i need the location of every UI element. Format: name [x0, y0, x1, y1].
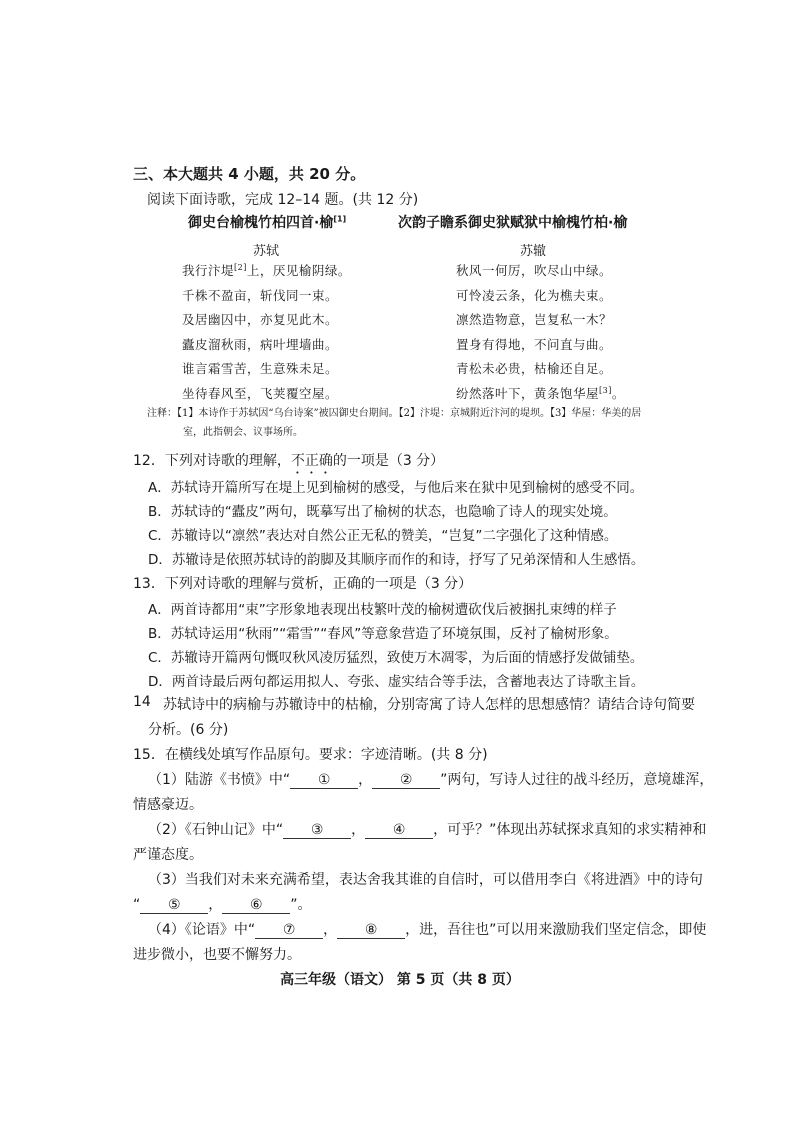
q12-stem-part-a: 12．下列对诗歌的理解，	[133, 453, 291, 469]
poem-line-text: 置身有得地，不问直与曲。	[456, 336, 613, 352]
q15-p2-text-d: 严谨态度。	[133, 847, 203, 863]
answer-blank-4[interactable]: ④	[365, 822, 433, 839]
poem-line-text: 青松未必贵，枯榆还自足。	[456, 361, 613, 376]
poem-line-text: 坐待春风至，飞荚覆空屋。	[182, 385, 339, 401]
poem1-line	[182, 286, 338, 304]
answer-blank-5[interactable]: ⑤	[140, 897, 208, 914]
poem-line-text: 蠹皮溜秋雨，病叶埋墙曲。	[182, 336, 339, 352]
q13-option-a: A．两首诗都用“束”字形象地表现出枝繁叶茂的榆树遭砍伐后被捆扎束缚的样子	[148, 602, 617, 618]
poem-line-text: 及居幽囚中，亦复见此木。	[182, 312, 339, 327]
q15-p4-text-d: 进步微小，也要不懈努力。	[133, 947, 301, 963]
notes-line-2: 室，此指朝会、议事场所。	[183, 427, 303, 438]
answer-blank-3[interactable]: ③	[283, 822, 351, 839]
q15-p4-text-a: （4）《论语》中“	[148, 922, 256, 938]
q15-p2-text-b: ，	[351, 822, 366, 838]
poem2-author: 苏辙	[520, 244, 547, 259]
q15-part-1	[148, 769, 713, 789]
q14-line-2: 分析。(6 分)	[148, 722, 229, 738]
poem1-line	[182, 335, 338, 353]
poem2-line	[456, 335, 612, 353]
q15-p1-text-b: ，	[358, 772, 373, 788]
q12-option-b: B．苏轼诗的“蠹皮”两句，既摹写出了榆树的状态，也隐喻了诗人的现实处境。	[148, 504, 617, 520]
q15-p3-text-a: （3）当我们对未来充满希望，表达舍我其谁的自信时，可以借用李白《将进酒》中的诗句	[148, 872, 703, 888]
q15-part-2	[148, 819, 706, 839]
poem2-line	[456, 286, 612, 304]
section-title: 三、本大题共 4 小题，共 20 分。	[133, 165, 366, 183]
q15-p2-text-a: （2）《石钟山记》中“	[148, 822, 284, 838]
poem1-title-text: 御史台榆槐竹柏四首·榆	[188, 215, 334, 231]
poem-line-text: 我行汴堤	[182, 263, 235, 278]
q15-p3-text-c: ，	[208, 897, 223, 913]
q13-option-d: D．两首诗最后两句都运用拟人、夸张、虚实结合等手法，含蓄地表达了诗歌主旨。	[148, 674, 645, 690]
answer-blank-6[interactable]: ⑥	[222, 897, 290, 914]
poem2-line	[456, 261, 612, 279]
q15-p4-text-b: ，	[323, 922, 338, 938]
poem-line-text: 谁言霜雪苦，生意殊未足。	[182, 361, 339, 376]
q15-p4-text-c: ，进，吾往也”可以用来激励我们坚定信念，即使	[405, 922, 707, 938]
poem-line-text-rest: 。	[611, 385, 625, 401]
q13-option-b: B．苏轼诗运用“秋雨”“霜雪”“春风”等意象营造了环境氛围，反衬了榆树形象。	[148, 626, 618, 642]
q12-option-a: A．苏轼诗开篇所写在堤上见到榆树的感受，与他后来在狱中见到榆树的感受不同。	[148, 480, 644, 496]
section-intro: 阅读下面诗歌，完成 12–14 题。(共 12 分)	[147, 192, 419, 208]
poem2-line	[456, 359, 612, 377]
poem1-author: 苏轼	[253, 244, 280, 259]
q15-p1-text-c: ”两句，写诗人过往的战斗经历，意境雄浑，	[440, 772, 714, 788]
poem-line-text: 可怜凌云条，化为樵夫束。	[456, 287, 613, 303]
q15-p2-text-c: ，可乎？”体现出苏轼探求真知的求实精神和	[433, 822, 707, 838]
q15-p1-text-d: 情感豪迈。	[133, 797, 203, 813]
poem1-title-mark: [1]	[333, 214, 347, 224]
poem1-line	[182, 261, 351, 279]
q12-stem	[133, 450, 444, 477]
poem1-title	[188, 212, 346, 232]
q15-p3-text-b: “	[133, 897, 141, 913]
q12-option-c: C．苏辙诗以“凛然”表达对自然公正无私的赞美，“岂复”二字强化了这种情感。	[148, 528, 618, 544]
poem1-line	[182, 310, 338, 328]
answer-blank-8[interactable]: ⑧	[337, 922, 405, 939]
q12-stem-emphasis: 不正确	[290, 453, 333, 469]
answer-blank-1[interactable]: ①	[290, 772, 358, 789]
footnote-mark: [3]	[599, 385, 612, 395]
poem-line-text: 纷然落叶下，黄条饱华屋	[456, 385, 600, 401]
poem-line-text-rest: 上，厌见榆阴绿。	[246, 263, 351, 278]
q13-stem: 13．下列对诗歌的理解与赏析，正确的一项是（3 分）	[133, 576, 473, 592]
footnote-mark: [2]	[234, 262, 247, 272]
notes-line-1: 注释：【1】本诗作于苏轼因“乌台诗案”被囚御史台期间。【2】汴堤：京城附近汴河的堤坝。【3】华屋：华美的居	[147, 408, 642, 419]
q15-p1-text-a: （1）陆游《书愤》中“	[148, 772, 291, 788]
poem2-title: 次韵子瞻系御史狱赋狱中榆槐竹柏·榆	[398, 215, 628, 231]
q12-stem-part-b: 的一项是（3 分）	[332, 453, 445, 469]
poem1-line	[182, 359, 338, 377]
answer-blank-7[interactable]: ⑦	[255, 922, 323, 939]
poem-notes	[147, 404, 647, 442]
q15-stem: 15．在横线处填写作品原句。要求：字迹清晰。(共 8 分)	[133, 747, 488, 763]
q15-part-4	[148, 919, 706, 939]
answer-blank-2[interactable]: ②	[372, 772, 440, 789]
poem2-line	[456, 310, 612, 328]
poem-line-text: 凛然造物意，岂复私一木？	[456, 312, 613, 327]
poem-line-text: 秋风一何厉，吹尽山中绿。	[456, 263, 613, 278]
poem-line-text: 千株不盈亩，斩伐同一束。	[182, 287, 339, 303]
poem1-line	[182, 384, 338, 402]
q13-option-c: C．苏辙诗开篇两句慨叹秋风凌厉猛烈，致使万木凋零，为后面的情感抒发做铺垫。	[148, 650, 644, 666]
q12-option-d: D．苏辙诗是依照苏轼诗的韵脚及其顺序而作的和诗，抒写了兄弟深情和人生感悟。	[148, 552, 645, 568]
q14-line-1: 苏轼诗中的病榆与苏辙诗中的枯榆，分别寄寓了诗人怎样的思想感情？请结合诗句简要	[163, 697, 695, 713]
q14-number: 14	[133, 694, 151, 710]
q15-part-3-blanks	[133, 894, 312, 914]
q15-p3-text-d: ”。	[290, 897, 312, 913]
poem2-line	[456, 384, 625, 402]
page-footer: 高三年级（语文） 第 5 页（共 8 页）	[280, 972, 520, 988]
